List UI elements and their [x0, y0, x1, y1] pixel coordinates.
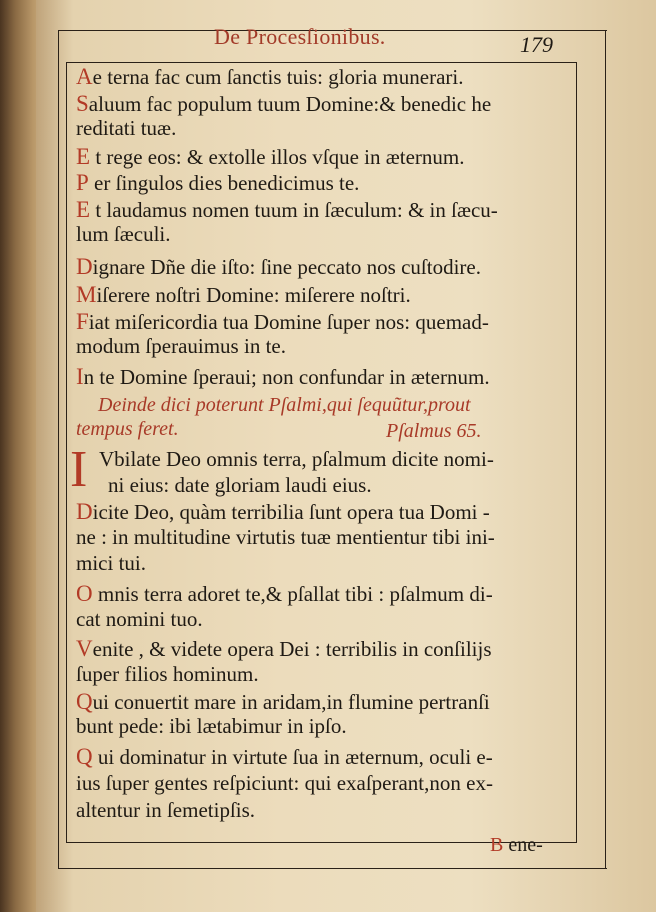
verse-text: ui conuertit mare in aridam,in flumine pertranſi: [92, 690, 490, 714]
red-initial: A: [76, 64, 93, 89]
verse-text: t rege eos: & extolle illos vſque in æternum.: [90, 145, 465, 169]
verse-text: ignare Dñe die iſto: ſine peccato nos cuſtodire.: [92, 255, 481, 279]
red-initial: E: [76, 197, 91, 222]
verse-line: [76, 64, 463, 90]
verse-text: icite Deo, quàm terribilia ſunt opera tua Domi -: [92, 500, 490, 524]
red-initial: V: [76, 636, 93, 661]
red-initial: S: [76, 91, 89, 116]
red-initial: D: [76, 499, 93, 524]
psalm-title: Pſalmus 65.: [386, 420, 482, 442]
header-rule: [66, 62, 577, 63]
verse-line: [76, 581, 493, 607]
verse-continuation: altentur in ſemetipſis.: [76, 798, 256, 822]
verse-line: [76, 91, 491, 117]
red-initial: F: [76, 309, 89, 334]
verse-text: er ſingulos dies benedicimus te.: [88, 171, 360, 195]
running-title: De Procesſionibus.: [214, 24, 386, 49]
red-initial: E: [76, 144, 91, 169]
verse-line: [76, 254, 481, 280]
verse-continuation: ſuper filios hominum.: [76, 662, 259, 686]
verse-text: aluum fac populum tuum Domine:& benedic he: [88, 92, 492, 116]
rubric-line: tempus feret.: [76, 418, 179, 440]
catchword: [490, 834, 543, 857]
verse-text: iat miſericordia tua Domine ſuper nos: quemad-: [88, 310, 489, 334]
verse-continuation: bunt pede: ibi lætabimur in ipſo.: [76, 714, 347, 738]
verse-line: [76, 689, 490, 715]
red-initial: D: [76, 254, 93, 279]
verse-line: [76, 499, 490, 525]
catchword-text: ene-: [503, 834, 543, 856]
verse-continuation: mici tui.: [76, 551, 146, 575]
verse-line: [76, 144, 465, 170]
red-initial: M: [76, 282, 97, 307]
red-initial: O: [76, 581, 93, 606]
verse-text: mnis terra adoret te,& pſallat tibi : pſalmum di-: [92, 582, 493, 606]
red-initial: P: [76, 170, 89, 195]
verse-line: [76, 282, 411, 308]
verse-text: n te Domine ſperaui; non confundar in æternum.: [83, 365, 490, 389]
verse-continuation: modum ſperauimus in te.: [76, 334, 286, 358]
verse-line: [76, 364, 490, 390]
verse-text: enite , & videte opera Dei : terribilis in conſilijs: [92, 637, 492, 661]
verse-text: t laudamus nomen tuum in ſæculum: & in ſæcu-: [90, 198, 498, 222]
large-initial-letter: I: [70, 441, 88, 498]
page-number: 179: [520, 32, 553, 57]
psalm-opening-line: ni eius: date gloriam laudi eius.: [108, 473, 372, 497]
verse-continuation: lum ſæculi.: [76, 222, 171, 246]
rubric-line: Deinde dici poterunt Pſalmi,qui ſequũtur,prout: [98, 394, 471, 416]
verse-line: [76, 170, 359, 196]
verse-continuation: reditati tuæ.: [76, 116, 177, 140]
verse-line: [76, 636, 492, 662]
verse-continuation: ius ſuper gentes reſpiciunt: qui exaſperant,non ex-: [76, 771, 493, 795]
frame-bottom-rule: [58, 868, 607, 869]
verse-continuation: cat nomini tuo.: [76, 607, 203, 631]
verse-line: [76, 309, 489, 335]
verse-continuation: ne : in multitudine virtutis tuæ mentientur tibi ini-: [76, 525, 495, 549]
red-initial: Q: [76, 744, 93, 769]
verse-text: ui dominatur in virtute ſua in æternum, oculi e-: [92, 745, 493, 769]
verse-text: iſerere noſtri Domine: miſerere noſtri.: [96, 283, 411, 307]
red-initial: Q: [76, 689, 93, 714]
red-initial: I: [76, 364, 84, 389]
psalm-opening-line: Vbilate Deo omnis terra, pſalmum dicite nomi-: [99, 447, 494, 471]
verse-text: e terna fac cum ſanctis tuis: gloria munerari.: [92, 65, 464, 89]
verse-line: [76, 197, 498, 223]
verse-line: [76, 744, 493, 770]
catchword-initial: B: [490, 834, 504, 856]
